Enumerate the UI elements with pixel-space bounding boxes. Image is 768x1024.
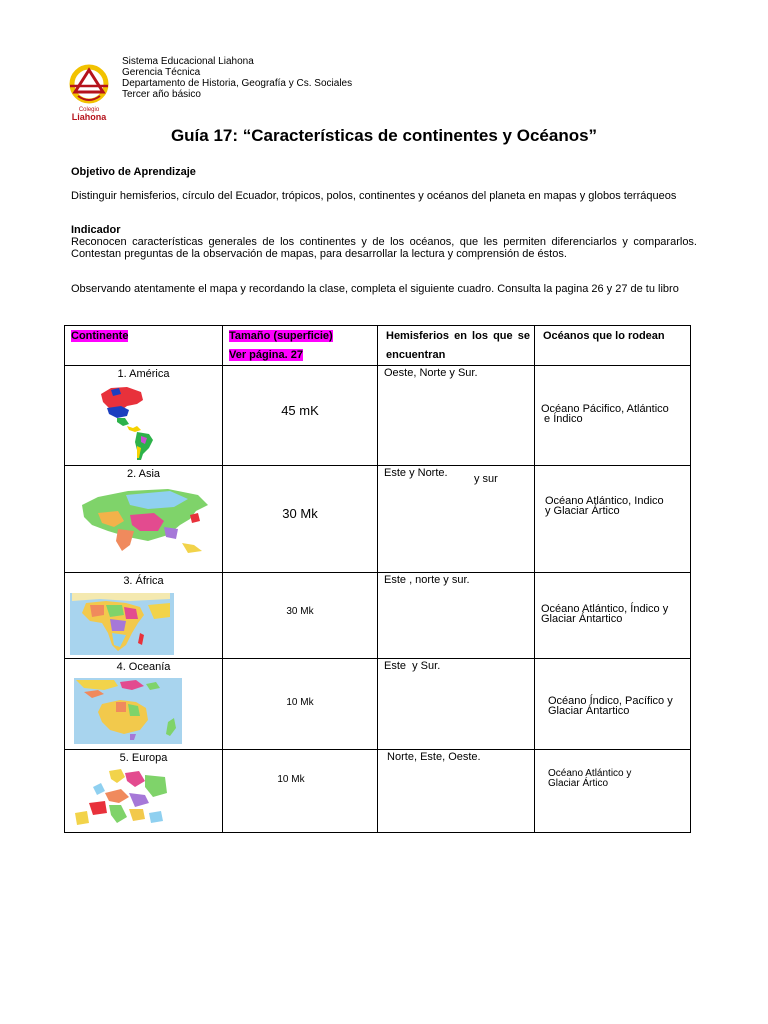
school-header: [122, 56, 352, 100]
oceans-cell: [535, 750, 691, 833]
hemispheres-extra: y sur: [474, 473, 498, 485]
header-hemispheres: Hemisferios en los que se encuentran: [378, 326, 535, 366]
page-title: Guía 17: “Características de continentes y Océanos”: [170, 126, 598, 145]
header-size-page: Ver página. 27: [229, 349, 303, 361]
continent-name: 3. África: [123, 575, 164, 587]
header-line: Tercer año básico: [122, 89, 201, 100]
size-cell: [223, 466, 378, 573]
continent-name: 4. Oceanía: [116, 661, 171, 673]
table-row: [65, 466, 691, 573]
hemispheres-value: Este , norte y sur.: [384, 574, 470, 586]
continent-name: 5. Europa: [119, 752, 168, 764]
continents-table: [64, 325, 691, 833]
size-value: 10 Mk: [277, 774, 305, 785]
continent-cell: [65, 366, 223, 466]
oceans-value: [548, 769, 631, 789]
header-line: Gerencia Técnica: [122, 67, 201, 78]
size-cell: [223, 659, 378, 750]
table-row: [65, 659, 691, 750]
size-value: 30 Mk: [282, 506, 318, 521]
hemispheres-cell: [378, 573, 535, 659]
hemispheres-cell: [378, 750, 535, 833]
oceans-line: e Índico: [541, 413, 583, 425]
header-size: [223, 326, 378, 366]
oceans-line: Océano Atlántico y: [548, 768, 632, 779]
header-continent: [65, 326, 223, 366]
oceans-value: [541, 404, 669, 424]
header-oceans: Océanos que lo rodean: [535, 326, 691, 366]
oceans-line: Glaciar Ántartico: [541, 613, 623, 625]
table-row: [65, 366, 691, 466]
hemispheres-value: Norte, Este, Oeste.: [384, 751, 481, 763]
hemispheres-value: Este y Sur.: [384, 660, 441, 672]
continent-cell: [65, 466, 223, 573]
hemispheres-cell: [378, 366, 535, 466]
oceans-line: Océano Atlántico, Índico y: [541, 603, 669, 615]
oceans-line: y Glaciar Ártico: [545, 505, 620, 517]
hemispheres-value: Este y Norte.: [384, 467, 448, 479]
continent-name: 1. América: [117, 368, 170, 380]
hemispheres-cell: [378, 466, 535, 573]
continent-cell: [65, 573, 223, 659]
svg-text:Colegio: Colegio: [78, 107, 100, 113]
continent-cell: [65, 750, 223, 833]
table-header-row: [65, 326, 691, 366]
table-row: [65, 573, 691, 659]
header-continent-label: Continente: [71, 330, 129, 342]
continent-cell: [65, 659, 223, 750]
hemispheres-value: Oeste, Norte y Sur.: [384, 367, 478, 379]
oceans-line: Océano Pácifico, Atlántico: [541, 403, 669, 415]
objective-heading: Objetivo de Aprendizaje: [71, 166, 196, 178]
oceans-line: Océano Atlántico, Indico: [545, 495, 664, 507]
header-line: Departamento de Historia, Geografía y Cs. Sociales: [122, 78, 353, 89]
europe-map-icon: [69, 769, 169, 831]
oceans-value: [545, 496, 664, 516]
school-logo: [64, 64, 114, 122]
oceania-map-icon: [74, 678, 182, 744]
africa-map-icon: [70, 593, 174, 655]
size-value: 45 mK: [281, 403, 319, 418]
instruction-text: Observando atentamente el mapa y recordando la clase, completa el siguiente cuadro. Consulta la pagina 26 y 27 de tu libro: [71, 283, 679, 295]
size-cell: [223, 750, 378, 833]
continent-name: 2. Asia: [126, 468, 161, 480]
size-cell: [223, 366, 378, 466]
header-size-label: Tamaño (superficie): [229, 330, 333, 342]
oceans-line: Glaciar Ártico: [548, 778, 609, 789]
oceans-cell: [535, 573, 691, 659]
svg-text:Liahona: Liahona: [71, 112, 107, 122]
size-value: 30 Mk: [286, 606, 314, 617]
oceans-line: Océano Índico, Pacífico y: [548, 695, 673, 707]
oceans-line: Glaciar Ántartico: [548, 705, 630, 717]
hemispheres-cell: [378, 659, 535, 750]
objective-text: Distinguir hemisferios, círculo del Ecuador, trópicos, polos, continentes y océanos del planeta en mapas y globos terráqueos: [71, 190, 677, 202]
oceans-cell: [535, 466, 691, 573]
oceans-cell: [535, 659, 691, 750]
indicator-heading: Indicador: [71, 224, 121, 236]
americas-map-icon: [97, 386, 179, 462]
size-cell: [223, 573, 378, 659]
header-line: Sistema Educacional Liahona: [122, 56, 254, 67]
size-value: 10 Mk: [286, 697, 314, 708]
table-row: [65, 750, 691, 833]
asia-map-icon: [78, 485, 210, 561]
oceans-value: [548, 696, 673, 716]
indicator-text: Reconocen características generales de los continentes y de los océanos, que les permiten diferenciarlos y compararlos. Contestan preguntas de la observación de mapas, para desarrollar la lectura y comprensión de éstos.: [71, 236, 697, 260]
oceans-value: [541, 604, 668, 624]
oceans-cell: [535, 366, 691, 466]
